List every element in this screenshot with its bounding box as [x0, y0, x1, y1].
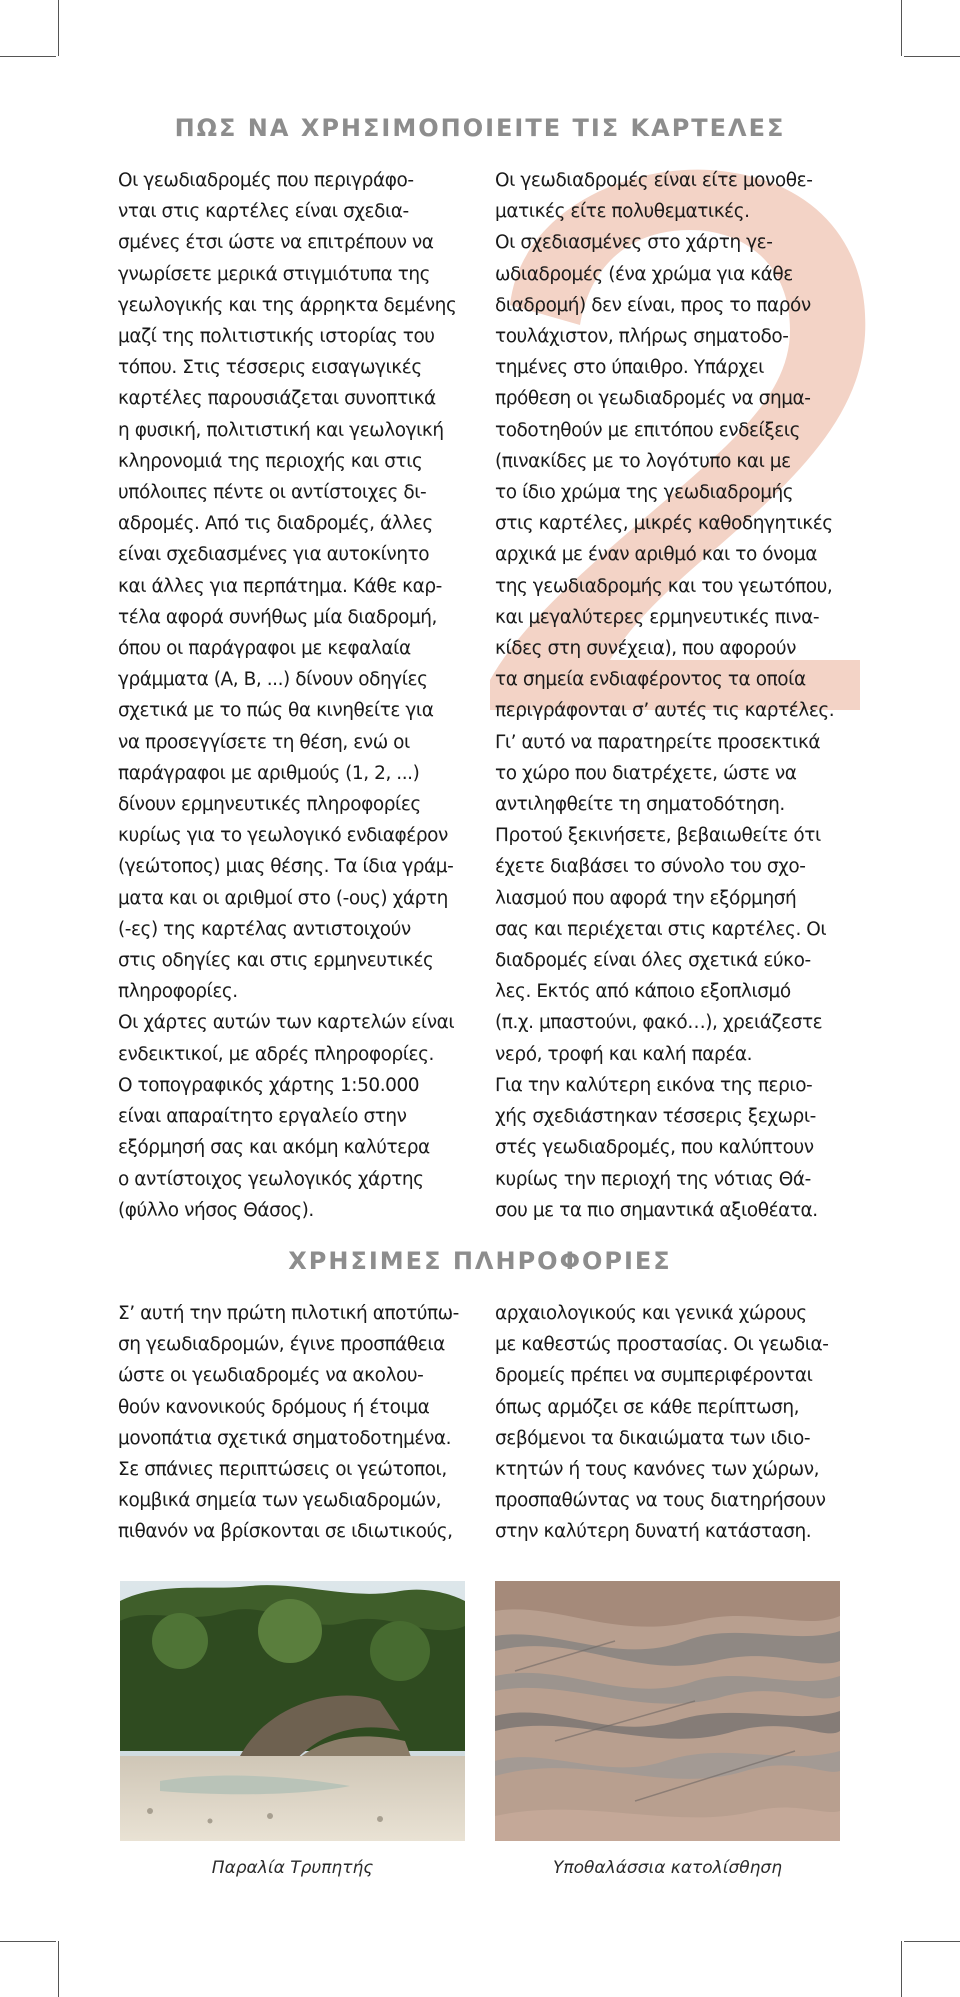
text-line: Οι χάρτες αυτών των καρτελών είναι: [118, 1012, 455, 1034]
text-line: Για την καλύτερη εικόνα της περιο-: [495, 1074, 813, 1096]
text-line: τα σημεία ενδιαφέροντος τα οποία: [495, 669, 806, 691]
text-line: Προτού ξεκινήσετε, βεβαιωθείτε ότι: [495, 825, 821, 847]
text-line: αδρομές. Από τις διαδρομές, άλλες: [118, 513, 433, 535]
text-line: πιθανόν να βρίσκονται σε ιδιωτικούς,: [118, 1521, 453, 1543]
photo-caption-tripiti: Παραλία Τρυπητής: [211, 1858, 374, 1878]
text-line: κυρίως για το γεωλογικό ενδιαφέρον: [118, 825, 448, 847]
text-line: αρχικά με έναν αριθμό και το όνομα: [495, 544, 817, 566]
text-line: σχετικά με το πώς θα κινηθείτε για: [118, 700, 434, 722]
text-line: και άλλες για περπάτημα. Κάθε καρ-: [118, 575, 442, 597]
text-line: γεωλογικής και της άρρηκτα δεμένης: [118, 294, 457, 316]
text-line: Σε σπάνιες περιπτώσεις οι γεώτοποι,: [118, 1459, 447, 1481]
crop-mark: [0, 1941, 56, 1942]
photo-caption-landslide: Υποθαλάσσια κατολίσθηση: [553, 1858, 782, 1878]
text-line: έχετε διαβάσει το σύνολο του σχο-: [495, 856, 806, 878]
text-line: σου με τα πιο σημαντικά αξιοθέατα.: [495, 1199, 818, 1221]
text-line: στην καλύτερη δυνατή κατάσταση.: [495, 1521, 812, 1543]
text-line: (π.χ. μπαστούνι, φακό…), χρειάζεστε: [495, 1012, 823, 1034]
text-line: περιγράφονται σ’ αυτές τις καρτέλες.: [495, 700, 835, 722]
text-line: κομβικά σημεία των γεωδιαδρομών,: [118, 1490, 442, 1512]
text-line: Οι σχεδιασμένες στο χάρτη γε-: [495, 232, 773, 254]
text-line: αντιληφθείτε τη σηματοδότηση.: [495, 794, 785, 816]
text-line: κυρίως την περιοχή της νότιας Θά-: [495, 1168, 811, 1190]
text-line: γνωρίσετε μερικά στιγμιότυπα της: [118, 263, 431, 285]
text-line: είναι απαραίτητο εργαλείο στην: [118, 1106, 407, 1128]
text-line: θούν κανονικούς δρόμους ή έτοιμα: [118, 1396, 430, 1418]
text-line: σας και περιέχεται στις καρτέλες. Οι: [495, 918, 827, 940]
text-line: είναι σχεδιασμένες για αυτοκίνητο: [118, 544, 430, 566]
text-line: Σ’ αυτή την πρώτη πιλοτική αποτύπω-: [118, 1303, 459, 1324]
section-title-useful-info: ΧΡΗΣΙΜΕΣ ΠΛΗΡΟΦΟΡΙΕΣ: [288, 1247, 672, 1275]
text-line: κληρονομιά της περιοχής και στις: [118, 450, 423, 472]
text-line: ματικές είτε πολυθεματικές.: [495, 201, 750, 223]
text-line: λες. Εκτός από κάποιο εξοπλισμό: [495, 981, 791, 1003]
text-line: ο αντίστοιχος γεωλογικός χάρτης: [118, 1168, 424, 1190]
text-line: ώστε οι γεωδιαδρομές να ακολου-: [118, 1365, 424, 1387]
text-line: Οι γεωδιαδρομές που περιγράφο-: [118, 170, 414, 191]
text-line: πρόθεση οι γεωδιαδρομές να σημα-: [495, 388, 811, 410]
crop-mark: [904, 1941, 960, 1942]
crop-mark: [0, 56, 56, 57]
section-title-how-to-use: ΠΩΣ ΝΑ ΧΡΗΣΙΜΟΠΟΙΕΙΤΕ ΤΙΣ ΚΑΡΤΕΛΕΣ: [174, 114, 786, 142]
text-line: Γι’ αυτό να παρατηρείτε προσεκτικά: [495, 731, 821, 753]
text-line: πληροφορίες.: [118, 981, 238, 1003]
useful-info-left-column: [118, 1298, 470, 1548]
text-line: ενδεικτικοί, με αδρές πληροφορίες.: [118, 1043, 434, 1065]
text-line: στις καρτέλες, μικρές καθοδηγητικές: [495, 513, 833, 535]
text-line: σεβόμενοι τα δικαιώματα των ιδιο-: [495, 1427, 811, 1449]
text-line: διαδρομές είναι όλες σχετικά εύκο-: [495, 950, 811, 972]
text-line: λιασμού που αφορά την εξόρμησή: [495, 887, 797, 909]
text-line: κτητών ή τους κανόνες των χώρων,: [495, 1459, 820, 1481]
text-line: δίνουν ερμηνευτικές πληροφορίες: [118, 794, 421, 816]
text-line: μαζί της πολιτιστικής ιστορίας του: [118, 326, 435, 348]
layered-rock-photo: [495, 1581, 840, 1841]
text-line: τημένες στο ύπαιθρο. Υπάρχει: [495, 357, 764, 379]
text-line: χής σχεδιάστηκαν τέσσερις ξεχωρι-: [495, 1106, 816, 1128]
crop-mark: [58, 1941, 59, 1997]
text-line: κίδες στη συνέχεια), που αφορούν: [495, 638, 797, 660]
text-line: ση γεωδιαδρομών, έγινε προσπάθεια: [118, 1334, 445, 1356]
how-to-left-column: [118, 165, 470, 1226]
text-line: ματα και οι αριθμοί στο (-ους) χάρτη: [118, 887, 448, 909]
text-line: Ο τοπογραφικός χάρτης 1:50.000: [118, 1074, 420, 1096]
text-line: και μεγαλύτερες ερμηνευτικές πινα-: [495, 606, 820, 628]
text-line: εξόρμησή σας και ακόμη καλύτερα: [118, 1137, 430, 1159]
beach-rock-arch-photo: [120, 1581, 465, 1841]
text-line: (φύλλο νήσος Θάσος).: [118, 1199, 314, 1221]
text-line: Οι γεωδιαδρομές είναι είτε μονοθε-: [495, 170, 813, 191]
text-line: όπως αρμόζει σε κάθε περίπτωση,: [495, 1396, 800, 1418]
text-line: προσπαθώντας να τους διατηρήσουν: [495, 1490, 826, 1512]
text-line: (-ες) της καρτέλας αντιστοιχούν: [118, 918, 411, 940]
text-line: νται στις καρτέλες είναι σχεδια-: [118, 201, 409, 223]
crop-mark: [901, 1941, 902, 1997]
text-line: το χώρο που διατρέχετε, ώστε να: [495, 762, 797, 784]
text-line: (πινακίδες με το λογότυπο και με: [495, 450, 791, 472]
text-line: τόπου. Στις τέσσερις εισαγωγικές: [118, 357, 422, 379]
text-line: παράγραφοι με αριθμούς (1, 2, ...): [118, 762, 420, 784]
how-to-right-column: [495, 165, 847, 1226]
text-line: όπου οι παράγραφοι με κεφαλαία: [118, 638, 411, 660]
text-line: νερό, τροφή και καλή παρέα.: [495, 1043, 753, 1065]
text-line: αρχαιολογικούς και γενικά χώρους: [495, 1303, 807, 1324]
text-line: καρτέλες παρουσιάζεται συνοπτικά: [118, 388, 436, 410]
text-line: με καθεστώς προστασίας. Οι γεωδια-: [495, 1334, 829, 1356]
text-line: της γεωδιαδρομής και του γεωτόπου,: [495, 575, 833, 597]
useful-info-right-column: [495, 1298, 847, 1548]
text-line: το ίδιο χρώμα της γεωδιαδρομής: [495, 482, 794, 504]
text-line: τοδοτηθούν με επιτόπου ενδείξεις: [495, 419, 801, 441]
text-line: μονοπάτια σχετικά σηματοδοτημένα.: [118, 1427, 452, 1449]
text-line: στές γεωδιαδρομές, που καλύπτουν: [495, 1137, 814, 1159]
text-line: (γεώτοπος) μιας θέσης. Τα ίδια γράμ-: [118, 856, 454, 878]
text-line: τουλάχιστον, πλήρως σηματοδο-: [495, 326, 789, 348]
text-line: ωδιαδρομές (ένα χρώμα για κάθε: [495, 263, 793, 285]
crop-mark: [58, 0, 59, 56]
text-line: γράμματα (Α, Β, ...) δίνουν οδηγίες: [118, 669, 428, 691]
crop-mark: [901, 0, 902, 56]
text-line: να προσεγγίσετε τη θέση, ενώ οι: [118, 731, 410, 753]
text-line: υπόλοιπες πέντε οι αντίστοιχες δι-: [118, 482, 427, 504]
crop-mark: [904, 56, 960, 57]
text-line: διαδρομή) δεν είναι, προς το παρόν: [495, 294, 811, 316]
text-line: στις οδηγίες και στις ερμηνευτικές: [118, 950, 434, 972]
text-line: δρομείς πρέπει να συμπεριφέρονται: [495, 1365, 813, 1387]
text-line: σμένες έτσι ώστε να επιτρέπουν να: [118, 232, 434, 254]
text-line: τέλα αφορά συνήθως μία διαδρομή,: [118, 606, 437, 628]
text-line: η φυσική, πολιτιστική και γεωλογική: [118, 419, 444, 441]
